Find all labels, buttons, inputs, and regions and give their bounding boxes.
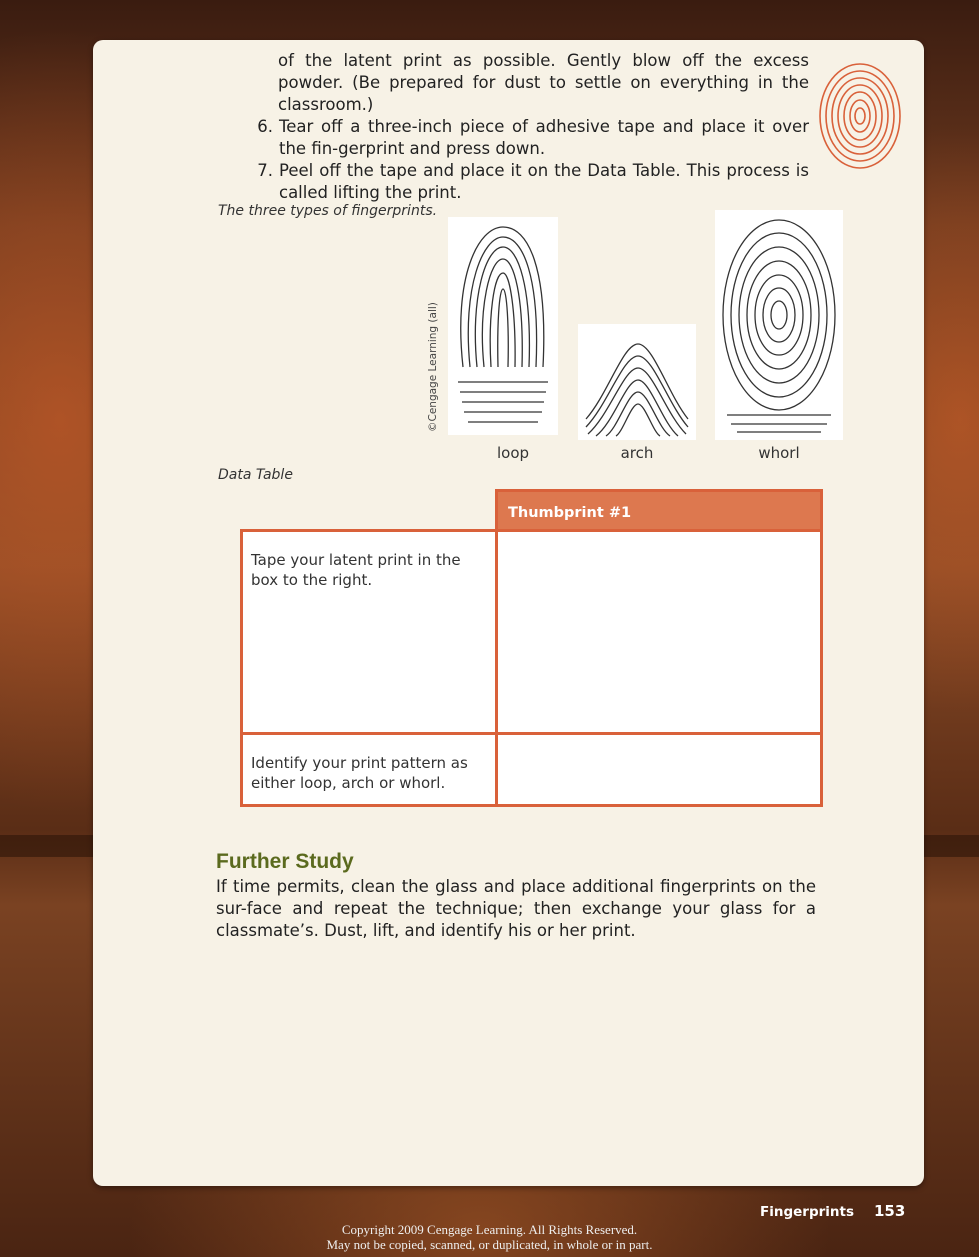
data-table-caption: Data Table	[218, 467, 293, 483]
decorative-fingerprint-icon	[816, 58, 904, 170]
step-continuation: of the latent print as possible. Gently blow off the excess powder. (Be prepared for dust to settle on everything in the classroom.)	[278, 51, 809, 114]
copyright-notice	[0, 1222, 979, 1252]
arch-fingerprint-icon	[578, 324, 696, 440]
arch-label: arch	[620, 444, 654, 462]
step-7	[249, 160, 809, 204]
page-number: 153	[874, 1202, 906, 1220]
whorl-fingerprint-icon	[715, 210, 843, 440]
image-credit: ©Cengage Learning (all)	[427, 302, 439, 432]
table-header-thumbprint: Thumbprint #1	[495, 489, 823, 532]
step-text: Peel off the tape and place it on the Data Table. This process is called lifting the print.	[279, 161, 809, 202]
loop-fingerprint-icon	[448, 217, 558, 435]
running-head: Fingerprints	[760, 1204, 854, 1220]
whorl-fingerprint-image	[715, 210, 843, 440]
loop-fingerprint-image	[448, 217, 558, 435]
latent-print-box[interactable]	[495, 529, 823, 735]
step-number: 6.	[257, 117, 273, 136]
arch-fingerprint-image	[578, 324, 696, 440]
page	[93, 40, 924, 1186]
copyright-line-2: May not be copied, scanned, or duplicated, in whole or in part.	[326, 1237, 653, 1252]
step-6	[249, 116, 809, 160]
procedure-steps	[249, 50, 809, 204]
step-number: 7.	[257, 161, 273, 180]
figure-caption: The three types of fingerprints.	[218, 203, 438, 219]
row2-label-cell: Identify your print pattern as either loop, arch or whorl.	[240, 732, 498, 807]
loop-label: loop	[496, 444, 530, 462]
further-study-body: If time permits, clean the glass and place additional fingerprints on the sur-face and repeat the technique; then exchange your glass for a classmate’s. Dust, lift, and identify his or her print.	[216, 877, 816, 940]
row1-label-cell: Tape your latent print in the box to the right.	[240, 529, 498, 735]
copyright-line-1: Copyright 2009 Cengage Learning. All Rights Reserved.	[341, 1222, 638, 1237]
whorl-label: whorl	[758, 444, 800, 462]
further-study-heading: Further Study	[216, 850, 354, 873]
step-text: Tear off a three-inch piece of adhesive tape and place it over the fin-gerprint and press down.	[279, 117, 809, 158]
print-pattern-answer-box[interactable]	[495, 732, 823, 807]
